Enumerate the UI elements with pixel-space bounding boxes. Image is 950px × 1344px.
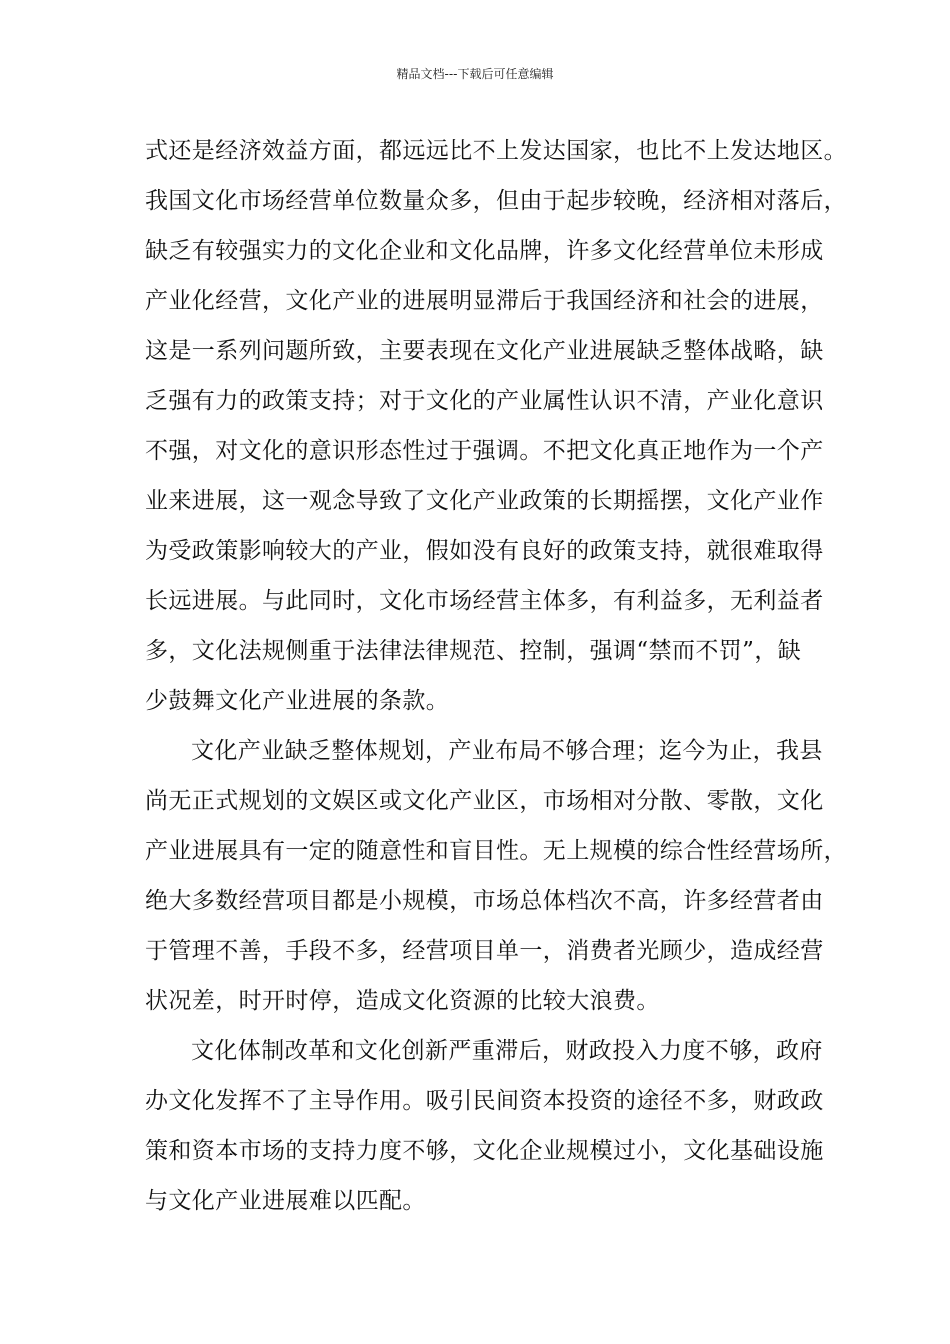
text-line: 乏强有力的政策支持；对于文化的产业属性认识不清，产业化意识 (145, 388, 824, 414)
text-line: 多，文化法规侧重于法律法律规范、控制，强调“禁而不罚”，缺 (145, 638, 802, 664)
text-line: 长远进展。与此同时，文化市场经营主体多，有利益多，无利益者 (145, 588, 824, 614)
paragraph-2 (145, 726, 847, 1026)
text-line: 文化产业缺乏整体规划，产业布局不够合理；迄今为止，我县 (191, 738, 823, 764)
paragraph-3 (145, 1026, 824, 1226)
text-line: 不强，对文化的意识形态性过于强调。不把文化真正地作为一个产 (145, 438, 824, 464)
text-line: 产业进展具有一定的随意性和盲目性。无上规模的综合性经营场所， (145, 838, 847, 864)
text-line: 业来进展，这一观念导致了文化产业政策的长期摇摆，文化产业作 (145, 488, 824, 514)
document-body (145, 126, 847, 1226)
text-line: 于管理不善，手段不多，经营项目单一，消费者光顾少，造成经营 (145, 938, 824, 964)
page-header: 精品文档---下载后可任意编辑 (396, 67, 554, 81)
text-line: 尚无正式规划的文娱区或文化产业区，市场相对分散、零散，文化 (145, 788, 824, 814)
text-line: 策和资本市场的支持力度不够，文化企业规模过小，文化基础设施 (145, 1138, 824, 1164)
text-line: 为受政策影响较大的产业，假如没有良好的政策支持，就很难取得 (145, 538, 824, 564)
text-line: 这是一系列问题所致，主要表现在文化产业进展缺乏整体战略，缺 (145, 338, 824, 364)
text-line: 与文化产业进展难以匹配。 (145, 1188, 426, 1214)
paragraph-1 (145, 126, 847, 726)
text-line: 我国文化市场经营单位数量众多，但由于起步较晚，经济相对落后， (145, 188, 847, 214)
text-line: 少鼓舞文化产业进展的条款。 (145, 688, 450, 714)
text-line: 缺乏有较强实力的文化企业和文化品牌，许多文化经营单位未形成 (145, 238, 824, 264)
text-line: 式还是经济效益方面，都远远比不上发达国家，也比不上发达地区。 (145, 138, 847, 164)
text-line: 办文化发挥不了主导作用。吸引民间资本投资的途径不多，财政政 (145, 1088, 824, 1114)
text-line: 文化体制改革和文化创新严重滞后，财政投入力度不够，政府 (191, 1038, 823, 1064)
text-line: 绝大多数经营项目都是小规模，市场总体档次不高，许多经营者由 (145, 888, 824, 914)
text-line: 状况差，时开时停，造成文化资源的比较大浪费。 (145, 988, 660, 1014)
text-line: 产业化经营，文化产业的进展明显滞后于我国经济和社会的进展， (145, 288, 824, 314)
